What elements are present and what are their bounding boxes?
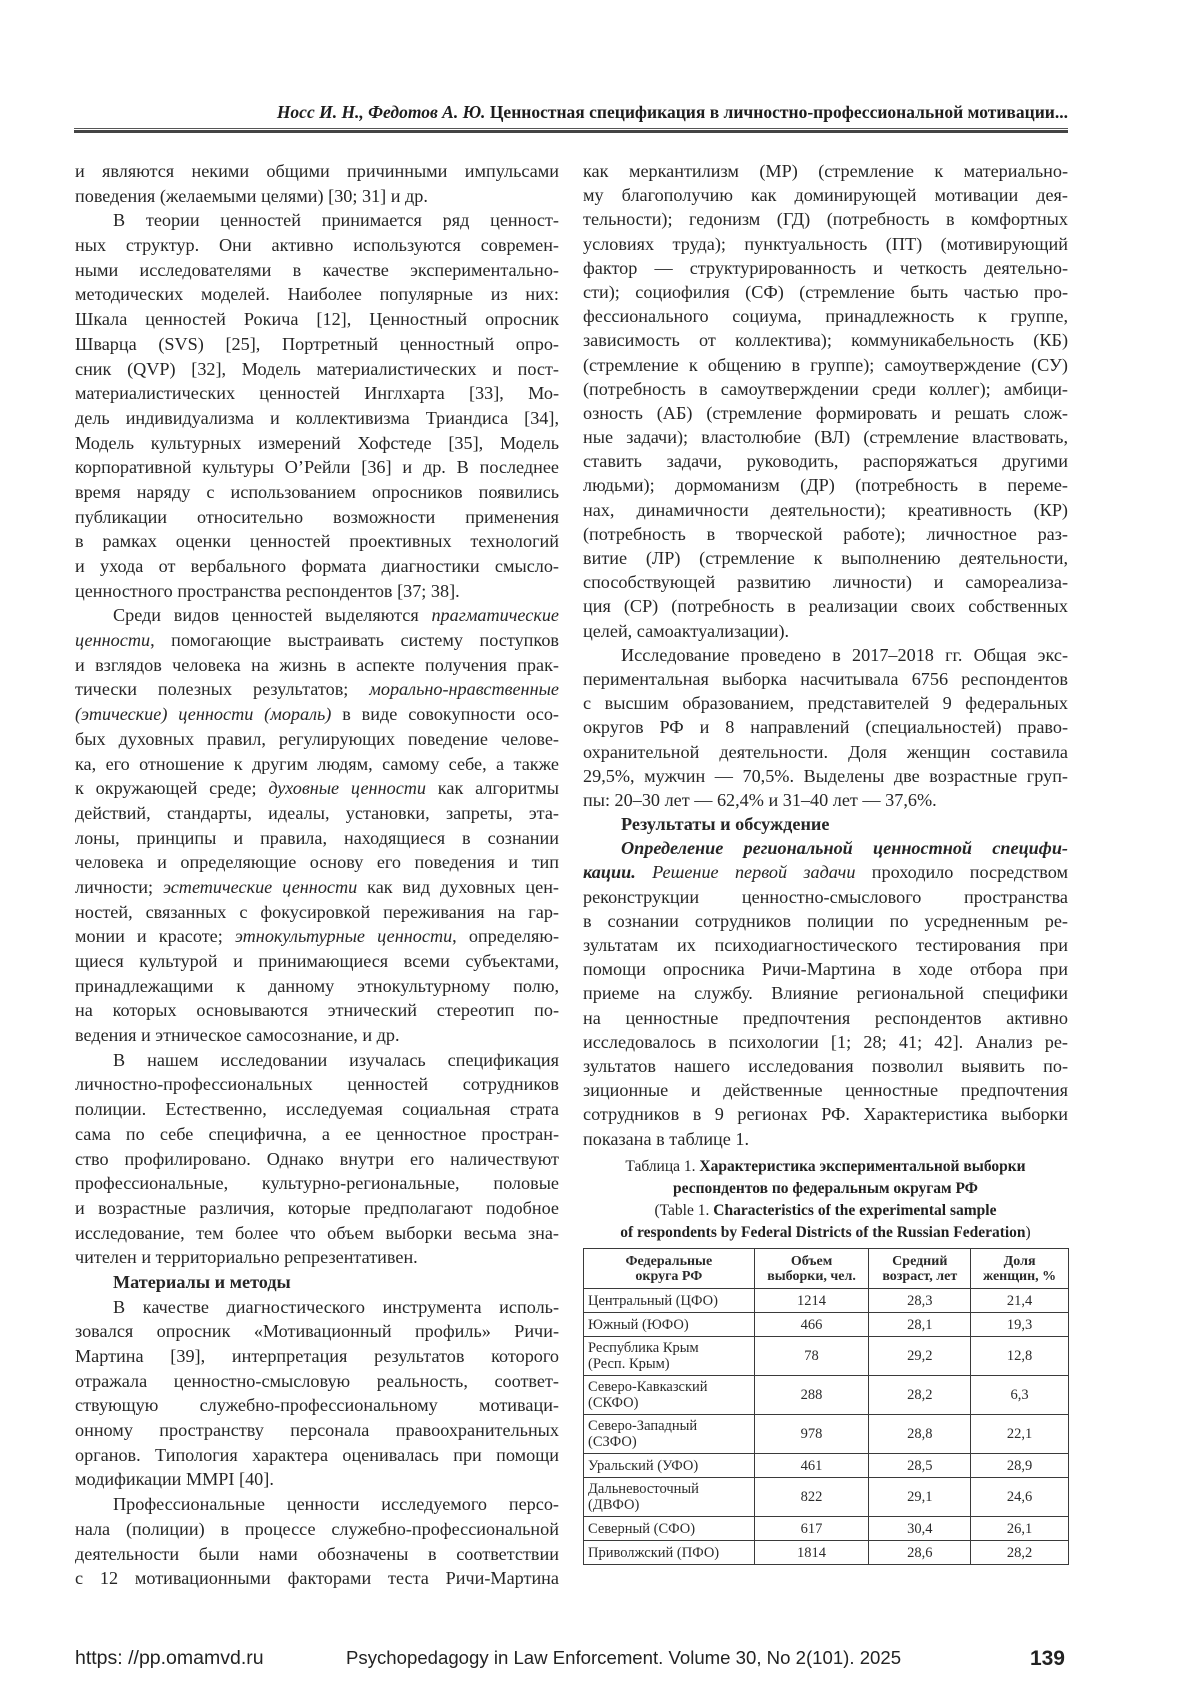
sample-size-cell: 1814 xyxy=(754,1541,869,1565)
district-name: (Респ. Крым) xyxy=(588,1356,670,1372)
italic-term: прагматические xyxy=(431,605,559,625)
text-line: ные задачи); властолюбие (ВЛ) (стремление властвовать, xyxy=(583,425,1068,449)
text-line: Мартина [39], интерпретация результатов которого xyxy=(75,1344,559,1369)
text-line: онному пространству персонала правоохранительных xyxy=(75,1418,559,1443)
text-line: ка, его отношение к другим людям, самому себе, а также xyxy=(75,752,559,777)
column-header xyxy=(971,1249,1069,1289)
women-share-cell: 28,9 xyxy=(971,1454,1069,1478)
right-column xyxy=(583,159,1068,1151)
text-line: В теории ценностей принимается ряд ценност- xyxy=(75,208,559,233)
italic-term: (этические) ценности (мораль) xyxy=(75,704,331,724)
mean-age-cell: 30,4 xyxy=(869,1517,971,1541)
text-line: и взглядов человека на жизнь в аспекте получения прак- xyxy=(75,653,559,678)
text-line: му благополучию как доминирующей мотивации дея- xyxy=(583,183,1068,207)
text-line: фактор — структурированность и четкость деятельно- xyxy=(583,256,1068,280)
district-name: (СЗФО) xyxy=(588,1434,637,1450)
text-line: отражала ценностно-смысловую реальность, соответ- xyxy=(75,1369,559,1394)
text-line: Шкала ценностей Рокича [12], Ценностный опросник xyxy=(75,307,559,332)
text-run: в виде совокупности осо- xyxy=(331,704,559,724)
column-header-text: возраст, лет xyxy=(882,1269,957,1284)
caption-en-title-2: of respondents by Federal Districts of the Russian Federation xyxy=(620,1224,1025,1241)
section-heading xyxy=(583,812,1068,836)
text-line: лоны, принципы и правила, находящиеся в сознании xyxy=(75,826,559,851)
sample-characteristics-table xyxy=(583,1248,1069,1565)
table-row xyxy=(584,1376,1069,1415)
section-heading xyxy=(75,1270,559,1295)
text-line: ставить задачи, руководить, распоряжаться другими xyxy=(583,449,1068,473)
text-line: Исследование проведено в 2017–2018 гг. Общая экс- xyxy=(583,643,1068,667)
text-run: личности; xyxy=(75,877,163,897)
text-line: охранительной деятельности. Доля женщин составила xyxy=(583,740,1068,764)
column-header xyxy=(584,1249,755,1289)
paragraph xyxy=(75,603,559,1047)
column-header-text: Федеральные xyxy=(625,1254,712,1269)
page-number: 139 xyxy=(1030,1647,1065,1671)
district-name: Северо-Кавказский xyxy=(588,1379,708,1395)
mean-age-cell: 28,2 xyxy=(869,1376,971,1415)
district-cell xyxy=(584,1478,755,1517)
text-line: на ценностные предпочтения респондентов активно xyxy=(583,1006,1068,1030)
column-header-text: Доля xyxy=(1004,1254,1036,1269)
text-line: публикации относительно возможности применения xyxy=(75,505,559,530)
table-row xyxy=(584,1289,1069,1313)
text-line: ностей, связанных с фокусировкой переживания на гар- xyxy=(75,900,559,925)
text-line: с 12 мотивационными факторами теста Ричи-Мартина xyxy=(75,1566,559,1591)
column-header-text: выборки, чел. xyxy=(767,1269,856,1284)
text-line: Материалы и методы xyxy=(75,1270,559,1295)
table-row xyxy=(584,1415,1069,1454)
text-line: поведения (желаемыми целями) [30; 31] и др. xyxy=(75,184,559,209)
text-line: Профессиональные ценности исследуемого персо- xyxy=(75,1492,559,1517)
text-line: нала (полиции) в процессе служебно-профессиональной xyxy=(75,1517,559,1542)
text-line: ведения и этническое самосознание, и др. xyxy=(75,1023,559,1048)
text-line xyxy=(75,603,559,628)
text-line: показана в таблице 1. xyxy=(583,1127,1068,1151)
district-cell xyxy=(584,1541,755,1565)
mean-age-cell: 29,1 xyxy=(869,1478,971,1517)
text-line: зависимость от коллектива); коммуникабельность (КБ) xyxy=(583,328,1068,352)
text-line: чителен и территориально репрезентативен. xyxy=(75,1245,559,1270)
text-line: ство профилировано. Однако внутри его наличествуют xyxy=(75,1147,559,1172)
bold-italic-subheading: Определение региональной ценностной специфи- xyxy=(621,838,1068,858)
women-share-cell: 28,2 xyxy=(971,1541,1069,1565)
mean-age-cell: 29,2 xyxy=(869,1337,971,1376)
text-run: как вид духовных цен- xyxy=(357,877,559,897)
header-rule-thick xyxy=(74,130,1068,133)
footer-journal-title: Psychopedagogy in Law Enforcement. Volume 30, No 2(101). 2025 xyxy=(346,1647,901,1669)
table-row xyxy=(584,1313,1069,1337)
women-share-cell: 12,8 xyxy=(971,1337,1069,1376)
text-line: В качестве диагностического инструмента исполь- xyxy=(75,1295,559,1320)
text-line: тельности); гедонизм (ГД) (потребность в комфортных xyxy=(583,207,1068,231)
text-line: ных структур. Они активно используются современ- xyxy=(75,233,559,258)
caption-en-close: ) xyxy=(1026,1224,1031,1241)
text-line: В нашем исследовании изучалась спецификация xyxy=(75,1048,559,1073)
table-row xyxy=(584,1478,1069,1517)
header-rule xyxy=(74,128,1068,129)
district-name: Дальневосточный xyxy=(588,1481,699,1497)
district-name: Приволжский (ПФО) xyxy=(588,1545,719,1561)
text-line: сник (QVP) [32], Модель материалистических и пост- xyxy=(75,357,559,382)
italic-term: этнокультурные ценности xyxy=(235,926,452,946)
text-line xyxy=(75,702,559,727)
sample-size-cell: 466 xyxy=(754,1313,869,1337)
text-line: сама по себе специфична, а ее ценностное простран- xyxy=(75,1122,559,1147)
text-line: озность (АБ) (стремление формировать и решать слож- xyxy=(583,401,1068,425)
text-line: фессионального социума, принадлежность к группе, xyxy=(583,304,1068,328)
text-line: органов. Типология характера оценивалась при помощи xyxy=(75,1443,559,1468)
text-line: условиях труда); пунктуальность (ПТ) (мотивирующий xyxy=(583,232,1068,256)
mean-age-cell: 28,1 xyxy=(869,1313,971,1337)
text-line: как меркантилизм (МР) (стремление к материально- xyxy=(583,159,1068,183)
text-line: Результаты и обсуждение xyxy=(583,812,1068,836)
text-line: материалистических ценностей Инглхарта [33], Мо- xyxy=(75,381,559,406)
caption-ru-label: Таблица 1. xyxy=(625,1158,699,1175)
text-line: профессиональные, культурно-региональные, половые xyxy=(75,1171,559,1196)
text-run: , помогающие выстраивать систему поступков xyxy=(150,630,559,650)
text-line xyxy=(75,628,559,653)
text-line: реконструкции ценностно-смыслового пространства xyxy=(583,885,1068,909)
text-line: Модель культурных измерений Хофстеде [35], Модель xyxy=(75,431,559,456)
table-row xyxy=(584,1517,1069,1541)
text-line: щиеся культурой и принимающиеся всеми субъектами, xyxy=(75,949,559,974)
text-line: принадлежащими к данному этнокультурному полю, xyxy=(75,974,559,999)
table-row xyxy=(584,1541,1069,1565)
text-line: и ухода от вербального формата диагностики смысло- xyxy=(75,554,559,579)
text-line: (стремление к общению в группе); самоутверждение (СУ) xyxy=(583,353,1068,377)
text-line: личностно-профессиональных ценностей сотрудников xyxy=(75,1072,559,1097)
running-head-authors: Носс И. Н., Федотов А. Ю. xyxy=(277,102,486,122)
text-line: и являются некими общими причинными импульсами xyxy=(75,159,559,184)
district-cell xyxy=(584,1454,755,1478)
paragraph xyxy=(75,208,559,603)
italic-term: духовные ценности xyxy=(268,778,426,798)
text-line: нах, динамичности деятельности); креативность (КР) xyxy=(583,498,1068,522)
sample-size-cell: 78 xyxy=(754,1337,869,1376)
text-line: в сознании сотрудников полиции по усредненным ре- xyxy=(583,909,1068,933)
text-run: монии и красоте; xyxy=(75,926,235,946)
text-line: сти); социофилия (СФ) (стремление быть частью про- xyxy=(583,280,1068,304)
italic-term: эстетические ценности xyxy=(163,877,357,897)
column-header-text: Объем xyxy=(791,1254,832,1269)
text-line: с высшим образованием, представителей 9 федеральных xyxy=(583,691,1068,715)
women-share-cell: 22,1 xyxy=(971,1415,1069,1454)
text-line: приеме на службу. Влияние региональной специфики xyxy=(583,981,1068,1005)
sample-size-cell: 288 xyxy=(754,1376,869,1415)
women-share-cell: 21,4 xyxy=(971,1289,1069,1313)
text-line: способствующей развитию личности) и самореализа- xyxy=(583,570,1068,594)
text-line: помощи опросника Ричи-Мартина в ходе отбора при xyxy=(583,957,1068,981)
paragraph xyxy=(75,159,559,208)
text-line xyxy=(75,677,559,702)
footer-url-link[interactable]: https: //pp.omamvd.ru xyxy=(75,1647,264,1670)
women-share-cell: 24,6 xyxy=(971,1478,1069,1517)
caption-en-title: Characteristics of the experimental sample xyxy=(713,1202,996,1219)
text-line: пы: 20–30 лет — 62,4% и 31–40 лет — 37,6%. xyxy=(583,788,1068,812)
text-line: зовался опросник «Мотивационный профиль» Ричи- xyxy=(75,1319,559,1344)
district-name: Центральный (ЦФО) xyxy=(588,1293,718,1309)
district-name: Уральский (УФО) xyxy=(588,1458,698,1474)
paragraph xyxy=(583,836,1068,1150)
text-line: исследовалось в психологии [1; 28; 41; 42]. Анализ ре- xyxy=(583,1030,1068,1054)
district-cell xyxy=(584,1313,755,1337)
district-cell xyxy=(584,1376,755,1415)
text-line: ценностного пространства респондентов [37; 38]. xyxy=(75,579,559,604)
women-share-cell: 26,1 xyxy=(971,1517,1069,1541)
text-line: людьми); дормоманизм (ДР) (потребность в переме- xyxy=(583,473,1068,497)
district-name: Северо-Западный xyxy=(588,1418,697,1434)
text-run: к окружающей среде; xyxy=(75,778,268,798)
women-share-cell: 19,3 xyxy=(971,1313,1069,1337)
district-cell xyxy=(584,1517,755,1541)
italic-term: морально-нравственные xyxy=(369,679,559,699)
sample-size-cell: 461 xyxy=(754,1454,869,1478)
text-line: действий, стандарты, идеалы, установки, запреты, эта- xyxy=(75,801,559,826)
text-line: ция (СР) (потребность в реализации своих собственных xyxy=(583,594,1068,618)
text-run: тически полезных результатов; xyxy=(75,679,369,699)
district-name: (ДВФО) xyxy=(588,1497,639,1513)
text-line: ными исследователями в качестве экспериментально- xyxy=(75,258,559,283)
paragraph xyxy=(583,643,1068,812)
text-line: зиционные и действенные ценностные предпочтения xyxy=(583,1078,1068,1102)
paragraph xyxy=(583,159,1068,643)
district-cell xyxy=(584,1337,755,1376)
table-header-row xyxy=(584,1249,1069,1289)
district-cell xyxy=(584,1289,755,1313)
table-row xyxy=(584,1454,1069,1478)
column-header xyxy=(754,1249,869,1289)
mean-age-cell: 28,5 xyxy=(869,1454,971,1478)
text-line: бых духовных правил, регулирующих поведение челове- xyxy=(75,727,559,752)
mean-age-cell: 28,6 xyxy=(869,1541,971,1565)
running-head-title: Ценностная спецификация в личностно-профессиональной мотивации... xyxy=(490,102,1068,122)
column-header-text: женщин, % xyxy=(983,1269,1056,1284)
text-line: целей, самоактуализации). xyxy=(583,619,1068,643)
text-line: (потребность в самоутверждении среди коллег); амбици- xyxy=(583,377,1068,401)
text-line xyxy=(75,924,559,949)
text-line: и возрастные различия, которые предполагают подобное xyxy=(75,1196,559,1221)
text-line: зультатов нашего исследования позволил выявить по- xyxy=(583,1054,1068,1078)
table-row xyxy=(584,1337,1069,1376)
sample-size-cell: 822 xyxy=(754,1478,869,1517)
text-run: как алгоритмы xyxy=(426,778,559,798)
text-line xyxy=(75,776,559,801)
paragraph xyxy=(75,1048,559,1270)
bold-italic-subheading: кации. xyxy=(583,862,636,882)
district-name: Северный (СФО) xyxy=(588,1521,695,1537)
text-line: (потребность в творческой работе); личностное раз- xyxy=(583,522,1068,546)
caption-ru-title: Характеристика экспериментальной выборки xyxy=(699,1158,1025,1175)
text-line: человека и определяющие основу его поведения и тип xyxy=(75,850,559,875)
text-line xyxy=(75,875,559,900)
text-line: на которых основываются этнический стереотип по- xyxy=(75,998,559,1023)
text-run: , определяю- xyxy=(452,926,559,946)
text-run xyxy=(636,862,652,882)
text-line: зультатам их психодиагностического тестирования при xyxy=(583,933,1068,957)
text-line xyxy=(583,860,1068,884)
italic-term: Решение первой задачи xyxy=(652,862,855,882)
caption-en-label: (Table 1. xyxy=(655,1202,714,1219)
paragraph xyxy=(75,1295,559,1493)
text-line: модификации MMPI [40]. xyxy=(75,1467,559,1492)
text-line: корпоративной культуры О’Рейли [36] и др. В последнее xyxy=(75,455,559,480)
text-line xyxy=(583,836,1068,860)
district-name: Республика Крым xyxy=(588,1340,699,1356)
text-line: исследование, тем более что объем выборки весьма зна- xyxy=(75,1221,559,1246)
text-line: дель индивидуализма и коллективизма Триандиса [34], xyxy=(75,406,559,431)
district-name: Южный (ЮФО) xyxy=(588,1317,689,1333)
mean-age-cell: 28,3 xyxy=(869,1289,971,1313)
paragraph xyxy=(75,1492,559,1591)
sample-size-cell: 1214 xyxy=(754,1289,869,1313)
text-line: в рамках оценки ценностей проективных технологий xyxy=(75,529,559,554)
table-caption xyxy=(583,1156,1068,1244)
italic-term: ценности xyxy=(75,630,150,650)
text-line: полиции. Естественно, исследуемая социальная страта xyxy=(75,1097,559,1122)
text-run: Среди видов ценностей выделяются xyxy=(113,605,431,625)
text-line: ствующую служебно-профессиональному мотиваци- xyxy=(75,1393,559,1418)
caption-ru-title-2: респондентов по федеральным округам РФ xyxy=(583,1178,1068,1200)
text-line: 29,5%, мужчин — 70,5%. Выделены две возрастные груп- xyxy=(583,764,1068,788)
column-header xyxy=(869,1249,971,1289)
sample-size-cell: 617 xyxy=(754,1517,869,1541)
text-run: проходило посредством xyxy=(855,862,1068,882)
mean-age-cell: 28,8 xyxy=(869,1415,971,1454)
left-column xyxy=(75,159,559,1591)
column-header-text: Средний xyxy=(892,1254,947,1269)
text-line: время наряду с использованием опросников появились xyxy=(75,480,559,505)
text-line: методических моделей. Наиболее популярные из них: xyxy=(75,282,559,307)
sample-size-cell: 978 xyxy=(754,1415,869,1454)
text-line: сотрудников в 9 регионах РФ. Характеристика выборки xyxy=(583,1102,1068,1126)
running-head xyxy=(74,102,1068,123)
text-line: витие (ЛР) (стремление к выполнению деятельности, xyxy=(583,546,1068,570)
women-share-cell: 6,3 xyxy=(971,1376,1069,1415)
column-header-text: округа РФ xyxy=(635,1269,702,1284)
text-line: округов РФ и 8 направлений (специальностей) право- xyxy=(583,715,1068,739)
text-line: деятельности были нами обозначены в соответствии xyxy=(75,1542,559,1567)
text-line: периментальная выборка насчитывала 6756 респондентов xyxy=(583,667,1068,691)
text-line: Шварца (SVS) [25], Портретный ценностный опро- xyxy=(75,332,559,357)
district-name: (СКФО) xyxy=(588,1395,638,1411)
district-cell xyxy=(584,1415,755,1454)
